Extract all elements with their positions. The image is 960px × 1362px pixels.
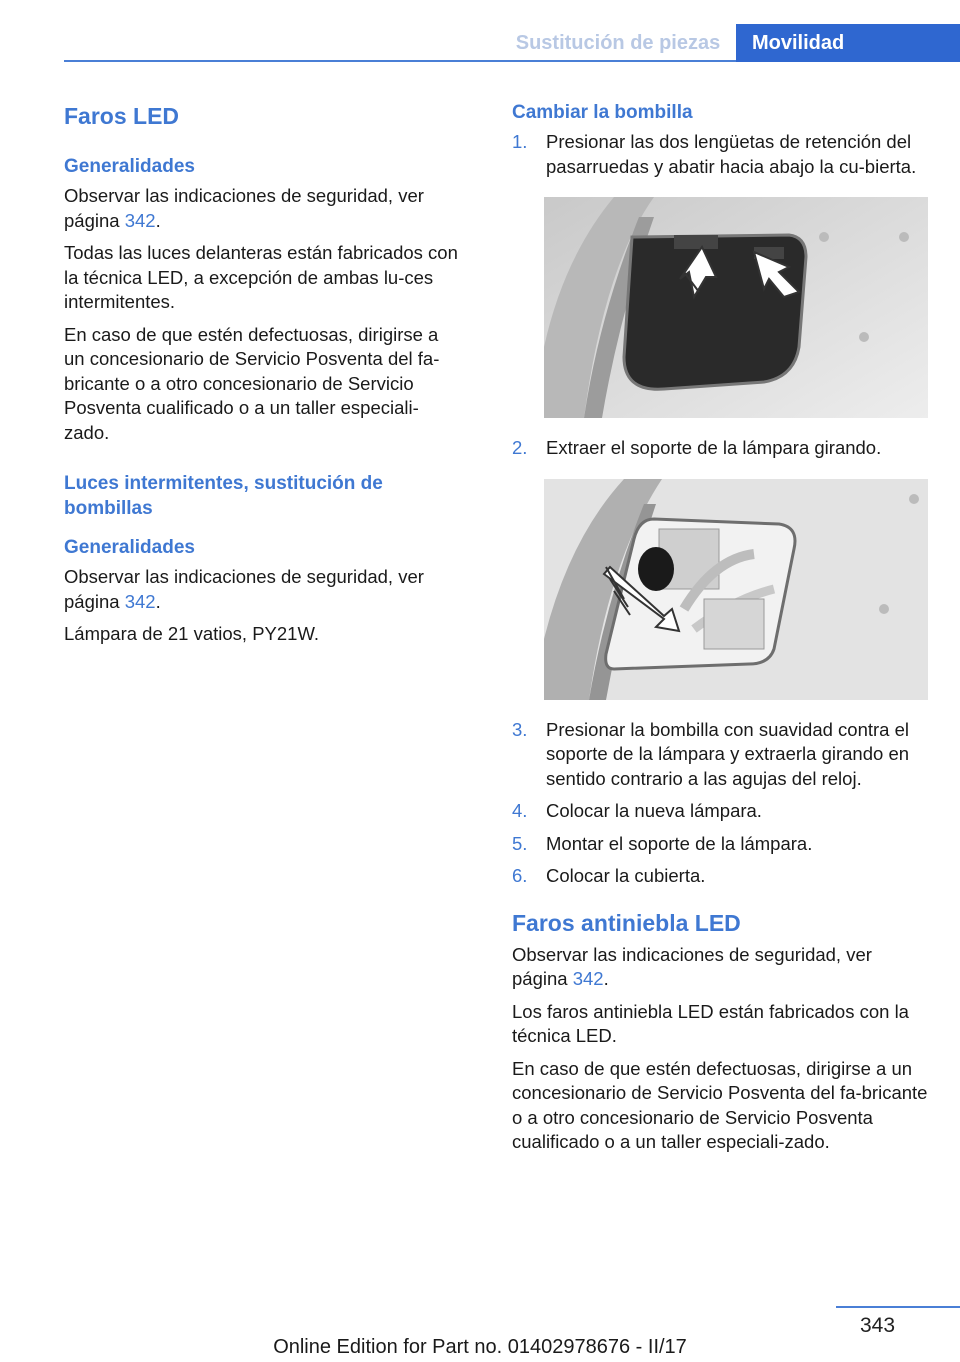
- step-number: 6.: [512, 865, 528, 886]
- step-number: 2.: [512, 437, 528, 458]
- page-link-342[interactable]: 342: [124, 209, 156, 231]
- page-link-342-c[interactable]: 342: [572, 968, 604, 989]
- subheading-generalidades: Generalidades: [64, 156, 195, 177]
- right-column: [512, 100, 928, 1163]
- paragraph-safety-ref: [64, 184, 464, 233]
- step-text: Colocar la nueva lámpara.: [546, 800, 762, 821]
- step-number: 4.: [512, 800, 528, 821]
- spacer: [64, 453, 464, 471]
- paragraph-lamp-type: Lámpara de 21 vatios, PY21W.: [64, 623, 320, 644]
- text: .: [155, 209, 161, 231]
- text: .: [155, 590, 161, 612]
- step-5: [512, 832, 928, 857]
- left-column: [64, 100, 464, 655]
- step-text: Colocar la cubierta.: [546, 865, 706, 886]
- section-title-faros-led: Faros LED: [64, 103, 180, 129]
- text: Observar las indicaciones de seguridad, ver página: [64, 566, 424, 612]
- footer-edition: Online Edition for Part no. 01402978676 - II/17: [273, 1336, 687, 1358]
- paragraph-defect-info: En caso de que estén defectuosas, dirigirse a un concesionario de Servicio Posventa del fa-bricante o a otro concesionario de Servicio Posventa cualificado o a un taller especiali-zado.: [64, 323, 440, 443]
- subheading-cambiar-bombilla: Cambiar la bombilla: [512, 102, 693, 123]
- step-6: [512, 864, 928, 889]
- step-text: Presionar las dos lengüetas de retención del pasarruedas y abatir hacia abajo la cu-bierta.: [546, 131, 917, 177]
- header-chapter-tab[interactable]: Movilidad: [736, 24, 960, 62]
- step-2: [512, 436, 928, 461]
- step-number: 5.: [512, 832, 528, 854]
- paragraph-safety-ref-2: [64, 565, 464, 614]
- step-number: 3.: [512, 718, 528, 740]
- step-text: Presionar la bombilla con suavidad contra el soporte de la lámpara y extraerla girando en sentido contrario a las agujas del reloj.: [546, 718, 910, 789]
- page-number: 343: [860, 1314, 896, 1337]
- subheading-generalidades-2: Generalidades: [64, 537, 195, 558]
- paragraph-fog-defect-info: En caso de que estén defectuosas, dirigirse a un concesionario de Servicio Posventa del fa-bricante o a otro concesionario de Servicio Posventa cualificado o a un taller especiali-zado.: [512, 1057, 928, 1152]
- paragraph-fog-led-info: Los faros antiniebla LED están fabricados con la técnica LED.: [512, 1000, 909, 1046]
- section-title-antiniebla: Faros antiniebla LED: [512, 909, 741, 936]
- section-title-intermitentes: Luces intermitentes, sustitución de bombillas: [64, 473, 383, 519]
- figure-lamp-holder: [544, 479, 928, 700]
- step-text: Montar el soporte de la lámpara.: [546, 832, 813, 854]
- page-link-342-b[interactable]: 342: [124, 590, 156, 612]
- paragraph-led-info: Todas las luces delanteras están fabricados con la técnica LED, a excepción de ambas lu-ces intermitentes.: [64, 242, 458, 312]
- figure-cover-tabs: [544, 197, 928, 418]
- text: Observar las indicaciones de seguridad, ver página: [512, 943, 872, 989]
- step-text: Extraer el soporte de la lámpara girando.: [546, 437, 882, 458]
- step-3: [512, 718, 928, 792]
- step-number: 1.: [512, 131, 528, 152]
- text: Observar las indicaciones de seguridad, ver página: [64, 185, 424, 231]
- text: .: [603, 968, 609, 989]
- step-1: [512, 130, 928, 179]
- footer-rule: [836, 1306, 960, 1308]
- step-4: [512, 799, 928, 824]
- header-section-tab[interactable]: Sustitución de piezas: [515, 32, 721, 54]
- paragraph-safety-ref-3: [512, 943, 928, 992]
